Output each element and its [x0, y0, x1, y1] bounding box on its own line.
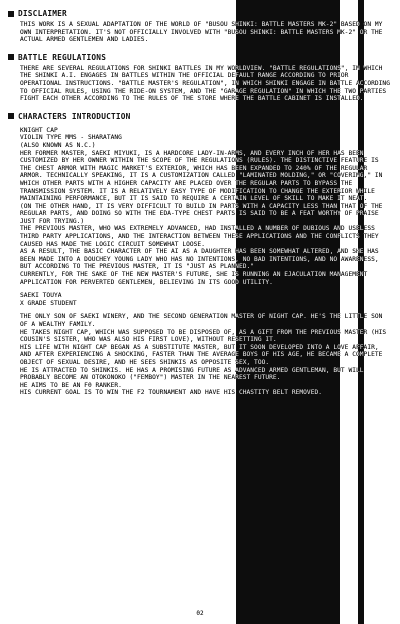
square-bullet-icon: [8, 113, 14, 119]
section-characters: [8, 112, 392, 397]
paragraph: THE ONLY SON OF SAEKI WINERY, AND THE SECOND GENERATION MASTER OF NIGHT CAP. HE'S THE LITTLE SON OF A WEALTHY FAMILY.: [20, 313, 383, 328]
paragraph: HIS CURRENT GOAL IS TO WIN THE F2 TOURNAMENT AND HAVE HIS CHASTITY BELT REMOVED.: [20, 389, 323, 397]
paragraph: CURRENTLY, FOR THE SAKE OF THE NEW MASTER'S FUTURE, SHE IS RUNNING AN EJACULATION MANAGEMENT APPLICATION FOR PERVERTED GENTLEMEN, BELIEVING IN ITS GOOD UTILITY.: [20, 271, 368, 286]
paragraph: THERE ARE SEVERAL REGULATIONS FOR SHINKI BATTLES IN MY WORLDVIEW. "BATTLE REGULATIONS", IN WHICH THE SHINKI A.I. ENGAGES IN BATTLES WITHIN THE OFFICIAL DEFAULT RANGE ACCORDING TO PRIOR OPERATIONAL INSTRUCTIONS. "BATTLE MASTER'S REGULATION", IN WHICH SHINKI ENGAGE IN BATTLE ACCORDING TO OFFICIAL RULES, USING THE RIDE-ON SYSTEM, AND THE "GARAGE REGULATION" IN WHICH THE TWO PARTIES FIGHT EACH OTHER ACCORDING TO THE RULES OF THE STORE WHERE THE BATTLE CABINET IS INSTALLED.: [20, 64, 390, 103]
paragraph: HE TAKES NIGHT CAP, WHICH WAS SUPPOSED TO BE DISPOSED OF, AS A GIFT FROM THE PREVIOUS MASTER (HIS COUSIN'S SISTER, WHO WAS ALSO HIS FIRST LOVE), WITHOUT RESETTING IT.: [20, 328, 387, 344]
paragraph: HE IS ATTRACTED TO SHINKIS. HE HAS A PROMISING FUTURE AS ADVANCED ARMED GENTLEMAN, BUT WILL PROBABLY BECOME AN OTOKONOKO ("FEMBOY") MASTER IN THE NEAREST FUTURE.: [20, 366, 364, 382]
page-number: 02: [196, 610, 204, 617]
square-bullet-icon: [8, 54, 14, 60]
text-content: [8, 9, 392, 406]
paragraph: THE PREVIOUS MASTER, WHO WAS EXTREMELY ADVANCED, HAD INSTALLED A NUMBER OF DUBIOUS AND USELESS THIRD PARTY APPLICATIONS, AND THE INTERACTION BETWEEN THESE APPLICATIONS AND THE CONFLICTS THEY CAUSED HAS MADE THE LOGIC CIRCUIT SOMEWHAT LOOSE.: [20, 225, 379, 248]
character-alias: (ALSO KNOWN AS N.C.): [20, 141, 96, 149]
character-name: SAEKI TOUYA: [20, 292, 62, 300]
section-battle-regulations: [8, 53, 392, 103]
paragraph: AS A RESULT, THE BASIC CHARACTER OF THE AI AS A DAUGHTER HAS BEEN SOMEWHAT ALTERED, AND SHE HAS BEEN MADE INTO A DOUCHEY YOUNG LADY WHO HAS NO INTENTIONS, NO BAD INTENTIONS, AND NO AWARENESS, BUT ACCORDING TO THE PREVIOUS MASTER, IT IS "JUST AS PLANNED.": [20, 248, 379, 271]
paragraph: (ON THE OTHER HAND, IT IS VERY DIFFICULT TO BUILD IN PARTS WITH A CAPACITY LESS THAN THAT OF THE REGULAR PARTS, AND DOING SO WITH THE EDA-TYPE CHEST PARTS IS SAID TO BE A FEAT WORTHY OF PRAISE JUST FOR TRYING.): [20, 202, 383, 225]
square-bullet-icon: [8, 11, 14, 17]
section-disclaimer: [8, 9, 392, 44]
section-title: DISCLAIMER: [18, 9, 67, 18]
section-title: BATTLE REGULATIONS: [18, 52, 107, 62]
section-title: CHARACTERS INTRODUCTION: [18, 111, 131, 121]
paragraph: HIS LIFE WITH NIGHT CAP BEGAN AS A SUBSTITUTE MASTER, BUT IT SOON DEVELOPED INTO A LOVE AFFAIR, AND AFTER EXPERIENCING A SHOCKING, FASTER THAN THE AVERAGE BOYS OF HIS AGE, HE BECAME A COMPLETE OBJECT OF SEXUAL DESIRE, AND HE SEES SHINKIS AS OPPOSITE SEX, TOO.: [20, 343, 383, 366]
character-grade: X GRADE STUDENT: [20, 299, 77, 307]
paragraph: THIS WORK IS A SEXUAL ADAPTATION OF THE WORLD OF "BUSOU SHINKI: BATTLE MASTERS MK-2" BASED ON MY OWN INTERPRETATION. IT'S NOT OFFICIALLY INVOLVED WITH "BUSOU SHINKI: BATTLE MASTERS MK-2" OR THE ACTUAL ARMED GENTLEMEN AND LADIES.: [20, 21, 383, 44]
character-type: VIOLIN TYPE MMS - SHARATANG: [20, 134, 122, 142]
paragraph: HER FORMER MASTER, SAEKI MIYUKI, IS A HARDCORE LADY-IN-ARMS, AND EVERY INCH OF HER HAS BEEN CUSTOMIZED BY HER OWNER WITHIN THE SCOPE OF THE REGULATIONS (RULES). THE DISTINCTIVE FEATURE IS THE CHEST ARMOR WITH MAGIC MARKET'S EXTERIOR, WHICH HAS BEEN EXPANDED TO 240% OF THE REGULAR ARMOR. TECHNICALLY SPEAKING, IT IS A CUSTOMIZATION CALLED "LAMINATED MOLDING," OR "COVERING," IN WHICH OTHER PARTS WITH A HIGHER CAPACITY ARE PLACED OVER THE REGULAR PARTS TO BYPASS THE TRANSMISSION SYSTEM. IT IS A RELATIVELY EASY TYPE OF MODIFICATION TO CHANGE THE EXTERIOR WHILE MAINTAINING PERFORMANCE, BUT IT IS SAID TO REQUIRE A CERTAIN LEVEL OF SKILL TO MAKE IT NEAT.: [20, 149, 383, 203]
character-name: KNIGHT CAP: [20, 126, 58, 134]
paragraph: HE AIMS TO BE AN F0 RANKER.: [20, 381, 122, 389]
